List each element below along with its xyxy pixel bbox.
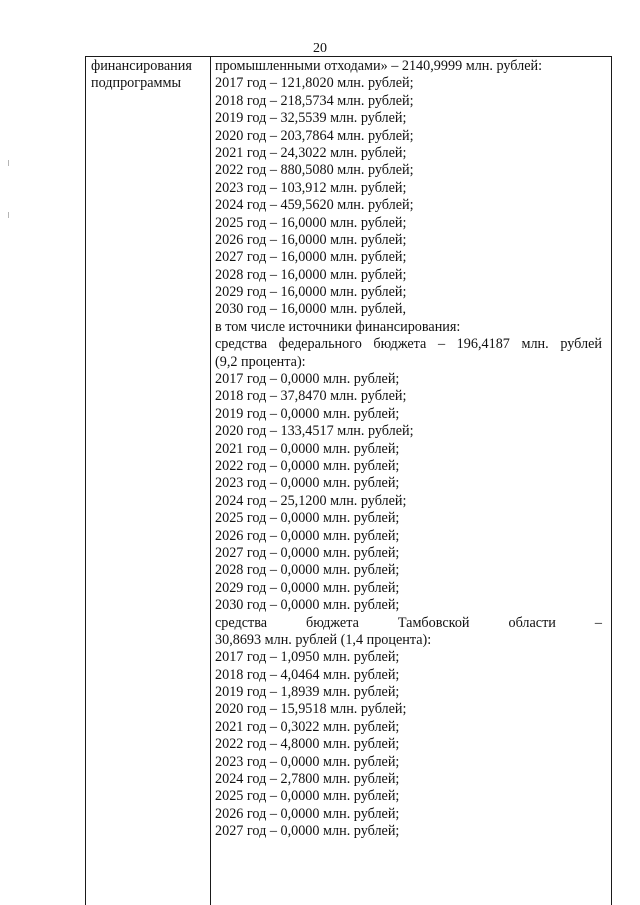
federal-year-line: 2025 год – 0,0000 млн. рублей; <box>215 510 400 527</box>
regional-year-line: 2017 год – 1,0950 млн. рублей; <box>215 649 400 666</box>
table-value-cell <box>215 58 602 841</box>
total-year-line: 2028 год – 16,0000 млн. рублей; <box>215 266 407 283</box>
federal-year-line: 2020 год – 133,4517 млн. рублей; <box>215 423 414 440</box>
heading-word: рублей <box>560 336 602 353</box>
regional-year-line: 2027 год – 0,0000 млн. рублей; <box>215 823 400 840</box>
heading-word: млн. <box>521 336 549 353</box>
heading-word: 196,4187 <box>456 336 510 353</box>
federal-year-line: 2026 год – 0,0000 млн. рублей; <box>215 527 400 544</box>
total-year-line: 2025 год – 16,0000 млн. рублей; <box>215 214 407 231</box>
federal-year-line: 2022 год – 0,0000 млн. рублей; <box>215 457 400 474</box>
heading-word: – <box>594 614 602 631</box>
sources-heading: в том числе источники финансирования: <box>215 318 461 335</box>
total-year-line: 2019 год – 32,5539 млн. рублей; <box>215 110 407 127</box>
federal-funding-list <box>215 371 602 614</box>
total-year-line: 2029 год – 16,0000 млн. рублей; <box>215 284 407 301</box>
federal-year-line: 2021 год – 0,0000 млн. рублей; <box>215 440 400 457</box>
heading-word: бюджета <box>373 336 427 353</box>
heading-word: области <box>508 614 556 631</box>
total-year-line: 2022 год – 880,5080 млн. рублей; <box>215 162 414 179</box>
total-year-line: 2021 год – 24,3022 млн. рублей; <box>215 144 407 161</box>
heading-word: средства <box>215 614 268 631</box>
total-year-line: 2024 год – 459,5620 млн. рублей; <box>215 197 414 214</box>
regional-year-line: 2023 год – 0,0000 млн. рублей; <box>215 753 400 770</box>
scan-margin-mark <box>8 160 9 166</box>
intro-line: промышленными отходами» – 2140,9999 млн. рублей: <box>215 58 543 74</box>
regional-budget-share: 30,8693 млн. рублей (1,4 процента): <box>215 631 432 648</box>
total-year-line: 2023 год – 103,912 млн. рублей; <box>215 179 407 196</box>
federal-year-line: 2028 год – 0,0000 млн. рублей; <box>215 562 400 579</box>
table-top-border <box>85 56 612 57</box>
regional-year-line: 2024 год – 2,7800 млн. рублей; <box>215 771 400 788</box>
federal-budget-share: (9,2 процента): <box>215 353 306 370</box>
federal-year-line: 2029 год – 0,0000 млн. рублей; <box>215 579 400 596</box>
regional-budget-heading <box>215 615 602 632</box>
total-year-line: 2020 год – 203,7864 млн. рублей; <box>215 127 414 144</box>
scan-margin-mark <box>8 212 9 218</box>
federal-year-line: 2019 год – 0,0000 млн. рублей; <box>215 405 400 422</box>
table-right-border <box>611 56 612 905</box>
total-year-line: 2030 год – 16,0000 млн. рублей, <box>215 301 407 318</box>
regional-year-line: 2019 год – 1,8939 млн. рублей; <box>215 684 400 701</box>
table-label-cell <box>91 58 207 93</box>
federal-year-line: 2023 год – 0,0000 млн. рублей; <box>215 475 400 492</box>
table-column-divider <box>210 56 211 905</box>
heading-word: средства <box>215 336 268 353</box>
label-line: подпрограммы <box>91 75 181 92</box>
total-year-line: 2017 год – 121,8020 млн. рублей; <box>215 75 414 92</box>
label-line: финансирования <box>91 58 192 74</box>
total-year-line: 2018 год – 218,5734 млн. рублей; <box>215 92 414 109</box>
federal-year-line: 2017 год – 0,0000 млн. рублей; <box>215 371 400 388</box>
total-year-line: 2027 год – 16,0000 млн. рублей; <box>215 249 407 266</box>
heading-word: федерального <box>278 336 362 353</box>
regional-year-line: 2026 год – 0,0000 млн. рублей; <box>215 805 400 822</box>
regional-funding-list <box>215 649 602 840</box>
federal-year-line: 2030 год – 0,0000 млн. рублей; <box>215 597 400 614</box>
table-left-border <box>85 56 86 905</box>
heading-word: Тамбовской <box>397 614 470 631</box>
federal-year-line: 2027 год – 0,0000 млн. рублей; <box>215 544 400 561</box>
regional-year-line: 2020 год – 15,9518 млн. рублей; <box>215 701 407 718</box>
federal-year-line: 2024 год – 25,1200 млн. рублей; <box>215 492 407 509</box>
total-funding-list <box>215 75 602 318</box>
heading-word: бюджета <box>305 614 359 631</box>
total-year-line: 2026 год – 16,0000 млн. рублей; <box>215 231 407 248</box>
federal-budget-heading <box>215 336 602 353</box>
page-number: 20 <box>313 41 327 56</box>
regional-year-line: 2022 год – 4,8000 млн. рублей; <box>215 736 400 753</box>
regional-year-line: 2018 год – 4,0464 млн. рублей; <box>215 666 400 683</box>
federal-year-line: 2018 год – 37,8470 млн. рублей; <box>215 388 407 405</box>
regional-year-line: 2021 год – 0,3022 млн. рублей; <box>215 718 400 735</box>
heading-word: – <box>437 336 446 353</box>
regional-year-line: 2025 год – 0,0000 млн. рублей; <box>215 788 400 805</box>
